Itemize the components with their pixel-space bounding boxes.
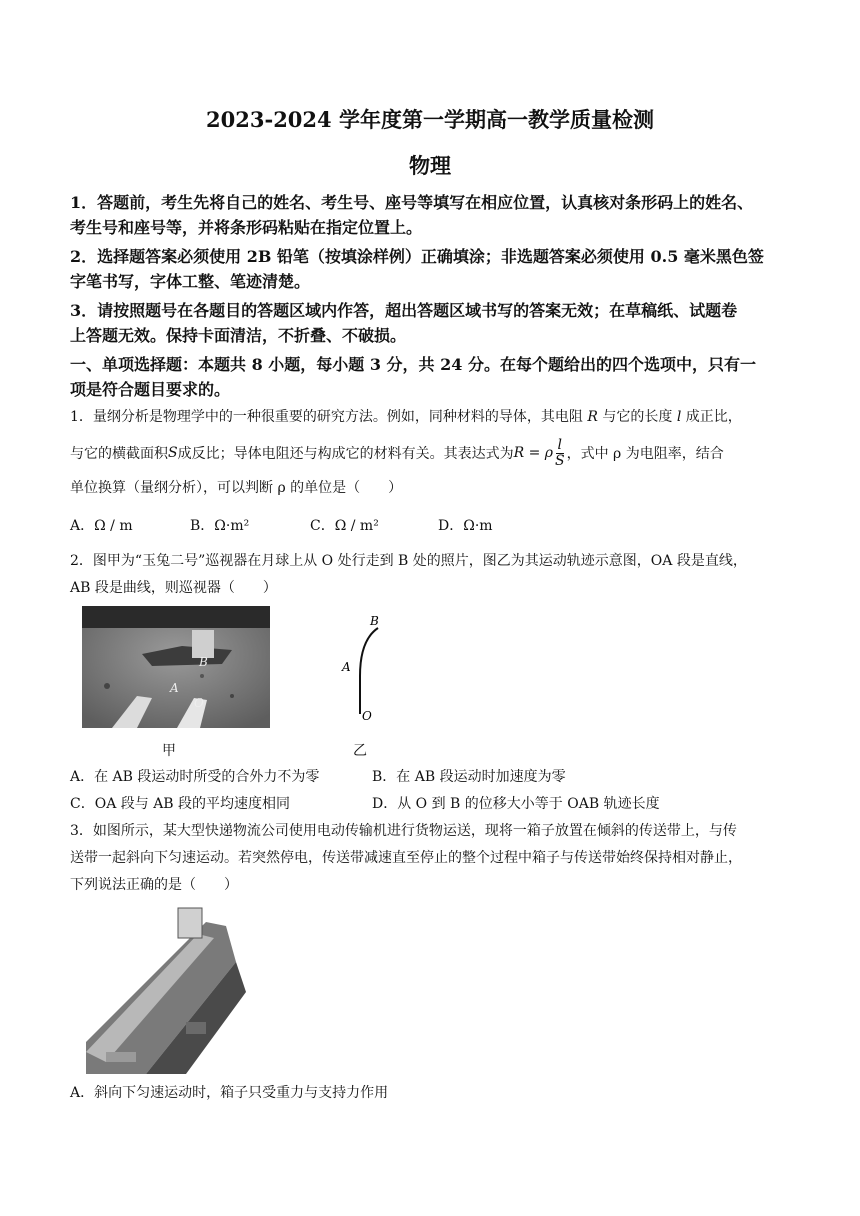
- instruction-3-line-2: 上答题无效。保持卡面清洁，不折叠、不破损。: [70, 326, 407, 345]
- q1-line-2: 与它的横截面积 S 成反比；导体电阻还与构成它的材料有关。其表达式为 R = ρ $\frac{l}{S}$ ，式中 ρ 为电阻率，结合: [70, 436, 724, 469]
- q2-option-a[interactable]: A．在 AB 段运动时所受的合外力不为零: [70, 769, 320, 785]
- trajectory-diagram: [330, 610, 400, 730]
- photo-label-a: A: [170, 681, 179, 695]
- q1-option-d[interactable]: D．Ω·m: [438, 518, 493, 534]
- q1-option-c[interactable]: C．Ω / m²: [310, 518, 379, 534]
- q2-option-c[interactable]: C．OA 段与 AB 段的平均速度相同: [70, 796, 291, 812]
- q3-option-a[interactable]: A．斜向下匀速运动时，箱子只受重力与支持力作用: [70, 1085, 389, 1101]
- caption-jia: 甲: [162, 743, 176, 759]
- diagram-label-b: B: [370, 614, 379, 628]
- yutu-rover-photo: [82, 606, 270, 728]
- q2-option-b[interactable]: B．在 AB 段运动时加速度为零: [372, 769, 566, 785]
- q1-option-a[interactable]: A．Ω / m: [70, 518, 133, 534]
- subject-title: 物理: [409, 153, 451, 178]
- q3-line-3: 下列说法正确的是（ ）: [70, 877, 238, 893]
- instruction-2-line-2: 字笔书写，字体工整、笔迹清楚。: [70, 272, 311, 291]
- q2-line-2: AB 段是曲线，则巡视器（ ）: [70, 580, 277, 596]
- q3-line-1: 3．如图所示，某大型快递物流公司使用电动传输机进行货物运送，现将一箱子放置在倾斜的传送带上，与传: [70, 823, 737, 839]
- q2-line-1: 2．图甲为“玉兔二号”巡视器在月球上从 O 处行走到 B 处的照片，图乙为其运动轨迹示意图，OA 段是直线，: [70, 553, 747, 569]
- diagram-label-o: O: [362, 709, 372, 723]
- q2-option-d[interactable]: D．从 O 到 B 的位移大小等于 OAB 轨迹长度: [372, 796, 660, 812]
- section-heading-line-1: 一、单项选择题：本题共 8 小题，每小题 3 分，共 24 分。在每个题给出的四个选项中，只有一: [70, 355, 756, 374]
- q1-line-1: 1．量纲分析是物理学中的一种很重要的研究方法。例如，同种材料的导体，其电阻 R 与它的长度 l 成正比，: [70, 409, 742, 425]
- instruction-3-line-1: 3．请按照题号在各题目的答题区域内作答，超出答题区域书写的答案无效；在草稿纸、试题卷: [70, 301, 738, 320]
- q1-line-3: 单位换算（量纲分析），可以判断 ρ 的单位是（ ）: [70, 480, 403, 496]
- section-heading-line-2: 项是符合题目要求的。: [70, 380, 231, 399]
- q3-line-2: 送带一起斜向下匀速运动。若突然停电，传送带减速直至停止的整个过程中箱子与传送带始终保持相对静止，: [70, 850, 742, 866]
- instruction-1-line-2: 考生号和座号等，并将条形码粘贴在指定位置上。: [70, 218, 423, 237]
- diagram-label-a: A: [342, 660, 351, 674]
- trajectory-path: [360, 628, 378, 714]
- exam-title: 2023-2024 学年度第一学期高一教学质量检测: [206, 107, 654, 132]
- resistance-formula: R = ρ: [513, 445, 553, 461]
- conveyor-belt-photo: [86, 902, 256, 1074]
- box-shape: [178, 908, 202, 938]
- formula-fraction: $\frac{l}{S}$: [555, 436, 565, 469]
- instruction-2-line-1: 2．选择题答案必须使用 2B 铅笔（按填涂样例）正确填涂；非选题答案必须使用 0.5 毫米黑色签: [70, 247, 764, 266]
- photo-label-b: B: [199, 655, 208, 669]
- q1-option-b[interactable]: B．Ω·m²: [190, 518, 250, 534]
- caption-yi: 乙: [353, 743, 367, 759]
- instruction-1-line-1: 1．答题前，考生先将自己的姓名、考生号、座号等填写在相应位置，认真核对条形码上的姓名、: [70, 193, 754, 212]
- photo-label-o: O: [194, 696, 204, 710]
